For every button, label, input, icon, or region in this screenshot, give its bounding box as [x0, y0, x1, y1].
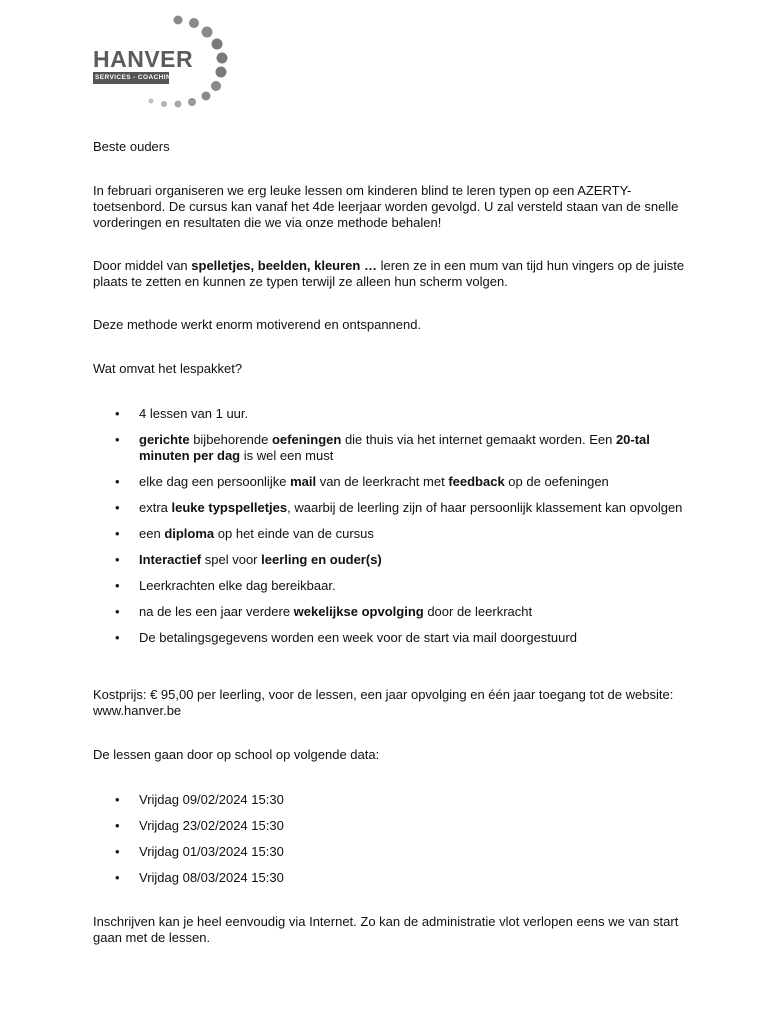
- text: een: [139, 526, 165, 541]
- bold-text: leuke typspelletjes: [171, 500, 288, 515]
- dates-list: [93, 792, 693, 896]
- dates-intro: De lessen gaan door op school op volgende data:: [93, 747, 380, 762]
- date-text: Vrijdag 01/03/2024 15:30: [139, 844, 284, 859]
- closing-paragraph: Inschrijven kan je heel eenvoudig via Internet. Zo kan de administratie vlot verlopen eens we van start gaan met de lessen.: [93, 914, 679, 945]
- bullet-icon: •: [115, 844, 120, 859]
- text: die thuis via het internet gemaakt worden. Een: [341, 432, 616, 447]
- text: elke dag een persoonlijke: [139, 474, 291, 489]
- text: door de leerkracht: [423, 604, 533, 619]
- package-list-item: [93, 500, 693, 516]
- text: op het einde van de cursus: [214, 526, 374, 541]
- bold-text: 20-tal minuten per dag: [139, 432, 650, 463]
- package-list: [93, 406, 693, 656]
- bullet-icon: •: [115, 578, 120, 593]
- text: 4 lessen van 1 uur.: [139, 406, 249, 421]
- bullet-icon: •: [115, 474, 120, 489]
- bullet-icon: •: [115, 500, 120, 515]
- package-list-item: [93, 432, 693, 464]
- bold-text: mail: [290, 474, 317, 489]
- bold-text: feedback: [448, 474, 505, 489]
- hanver-logo: [90, 14, 240, 114]
- text: is wel een must: [240, 448, 334, 463]
- logo-wordmark: HANVER: [93, 46, 194, 72]
- text: extra: [139, 500, 172, 515]
- greeting: Beste ouders: [93, 139, 170, 154]
- bullet-icon: •: [115, 526, 120, 541]
- price-paragraph: Kostprijs: € 95,00 per leerling, voor de lessen, een jaar opvolging en één jaar toegang tot de website: www.hanver.be: [93, 687, 674, 718]
- text: op de oefeningen: [504, 474, 609, 489]
- bold-text: leerling en ouder(s): [261, 552, 382, 567]
- bold-text: diploma: [164, 526, 215, 541]
- motivation-paragraph: Deze methode werkt enorm motiverend en ontspannend.: [93, 317, 422, 332]
- date-list-item: [93, 792, 693, 808]
- bullet-icon: •: [115, 630, 120, 645]
- method-paragraph: [93, 258, 693, 290]
- date-list-item: [93, 818, 693, 834]
- method-prefix: Door middel van: [93, 258, 192, 273]
- date-list-item: [93, 870, 693, 886]
- package-list-item: [93, 474, 693, 490]
- bullet-icon: •: [115, 552, 120, 567]
- package-list-item: [93, 552, 693, 568]
- date-text: Vrijdag 08/03/2024 15:30: [139, 870, 284, 885]
- package-question: Wat omvat het lespakket?: [93, 361, 243, 376]
- bold-text: gerichte: [139, 432, 190, 447]
- package-list-item: [93, 630, 693, 646]
- bullet-icon: •: [115, 432, 120, 447]
- bullet-icon: •: [115, 792, 120, 807]
- package-list-item: [93, 526, 693, 542]
- bold-text: wekelijkse opvolging: [293, 604, 424, 619]
- text: na de les een jaar verdere: [139, 604, 294, 619]
- bold-text: Interactief: [139, 552, 202, 567]
- text: bijbehorende: [189, 432, 272, 447]
- date-text: Vrijdag 09/02/2024 15:30: [139, 792, 284, 807]
- bullet-icon: •: [115, 870, 120, 885]
- method-bold: spelletjes, beelden, kleuren …: [191, 258, 377, 273]
- text: De betalingsgegevens worden een week voor de start via mail doorgestuurd: [139, 630, 577, 645]
- date-text: Vrijdag 23/02/2024 15:30: [139, 818, 284, 833]
- text: Leerkrachten elke dag bereikbaar.: [139, 578, 336, 593]
- bullet-icon: •: [115, 406, 120, 421]
- package-list-item: [93, 604, 693, 620]
- package-list-item: [93, 578, 693, 594]
- intro-paragraph: In februari organiseren we erg leuke lessen om kinderen blind te leren typen op een AZERTY-toetsenbord. De cursus kan vanaf het 4de leerjaar worden gevolgd. U zal versteld staan van de snelle vorderingen en resultaten die we via onze methode behalen!: [93, 183, 679, 230]
- text: van de leerkracht met: [316, 474, 449, 489]
- bold-text: oefeningen: [271, 432, 342, 447]
- date-list-item: [93, 844, 693, 860]
- logo-tagline: SERVICES - COACHING: [95, 74, 177, 81]
- bullet-icon: •: [115, 604, 120, 619]
- method-suffix: leren ze in een mum van tijd hun vingers op de juiste plaats te zetten en kunnen ze typen terwijl ze alleen hun scherm volgen.: [93, 258, 685, 289]
- text: spel voor: [201, 552, 262, 567]
- text: , waarbij de leerling zijn of haar persoonlijk klassement kan opvolgen: [287, 500, 683, 515]
- bullet-icon: •: [115, 818, 120, 833]
- package-list-item: [93, 406, 693, 422]
